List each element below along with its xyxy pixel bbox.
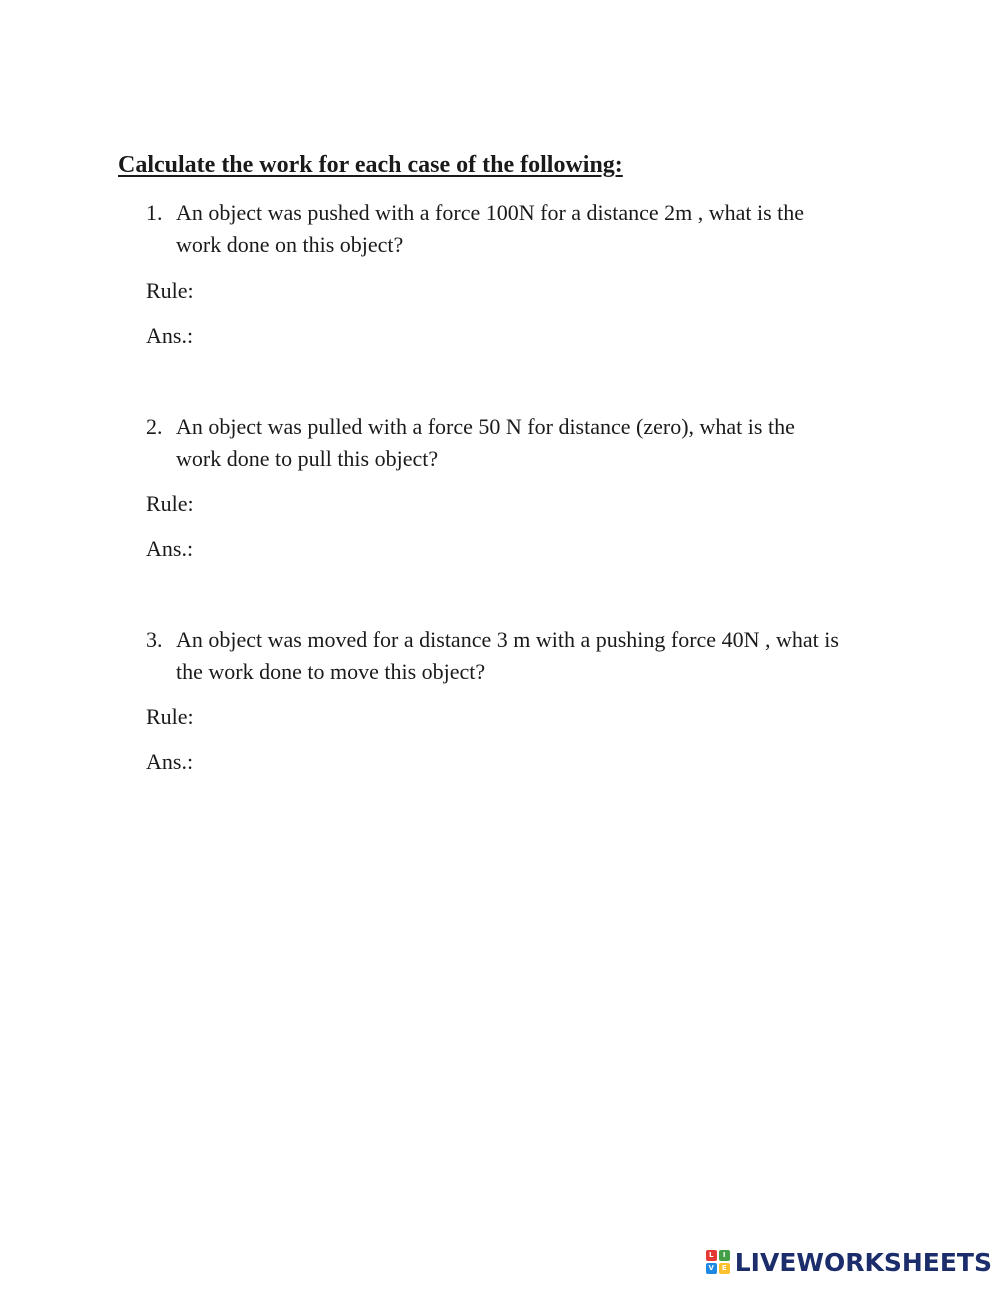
question-number: 1. — [146, 200, 163, 225]
question-text-line: work done on this object? — [176, 232, 404, 257]
liveworksheets-logo — [706, 1247, 992, 1277]
question-1 — [146, 197, 906, 261]
question-text-line: the work done to move this object? — [176, 659, 486, 684]
logo-text: LIVEWORKSHEETS — [734, 1247, 992, 1277]
question-text-line: An object was moved for a distance 3 m with a pushing force 40N , what is — [176, 627, 839, 652]
rule-label: Rule: — [146, 278, 194, 303]
answer-label: Ans.: — [146, 749, 194, 774]
question-text-line: An object was pushed with a force 100N for a distance 2m , what is the — [176, 200, 805, 225]
answer-label: Ans.: — [146, 536, 194, 561]
question-text-line: An object was pulled with a force 50 N for distance (zero), what is the — [176, 414, 795, 439]
question-3 — [146, 624, 906, 688]
rule-label: Rule: — [146, 704, 194, 729]
worksheet-title: Calculate the work for each case of the following: — [118, 152, 623, 178]
answer-label: Ans.: — [146, 323, 194, 348]
question-number: 2. — [146, 414, 163, 439]
question-number: 3. — [146, 627, 163, 652]
question-text-line: work done to pull this object? — [176, 446, 439, 471]
liveworksheets-logo-icon: L I V E — [706, 1250, 730, 1274]
question-2 — [146, 411, 906, 475]
rule-label: Rule: — [146, 491, 194, 516]
